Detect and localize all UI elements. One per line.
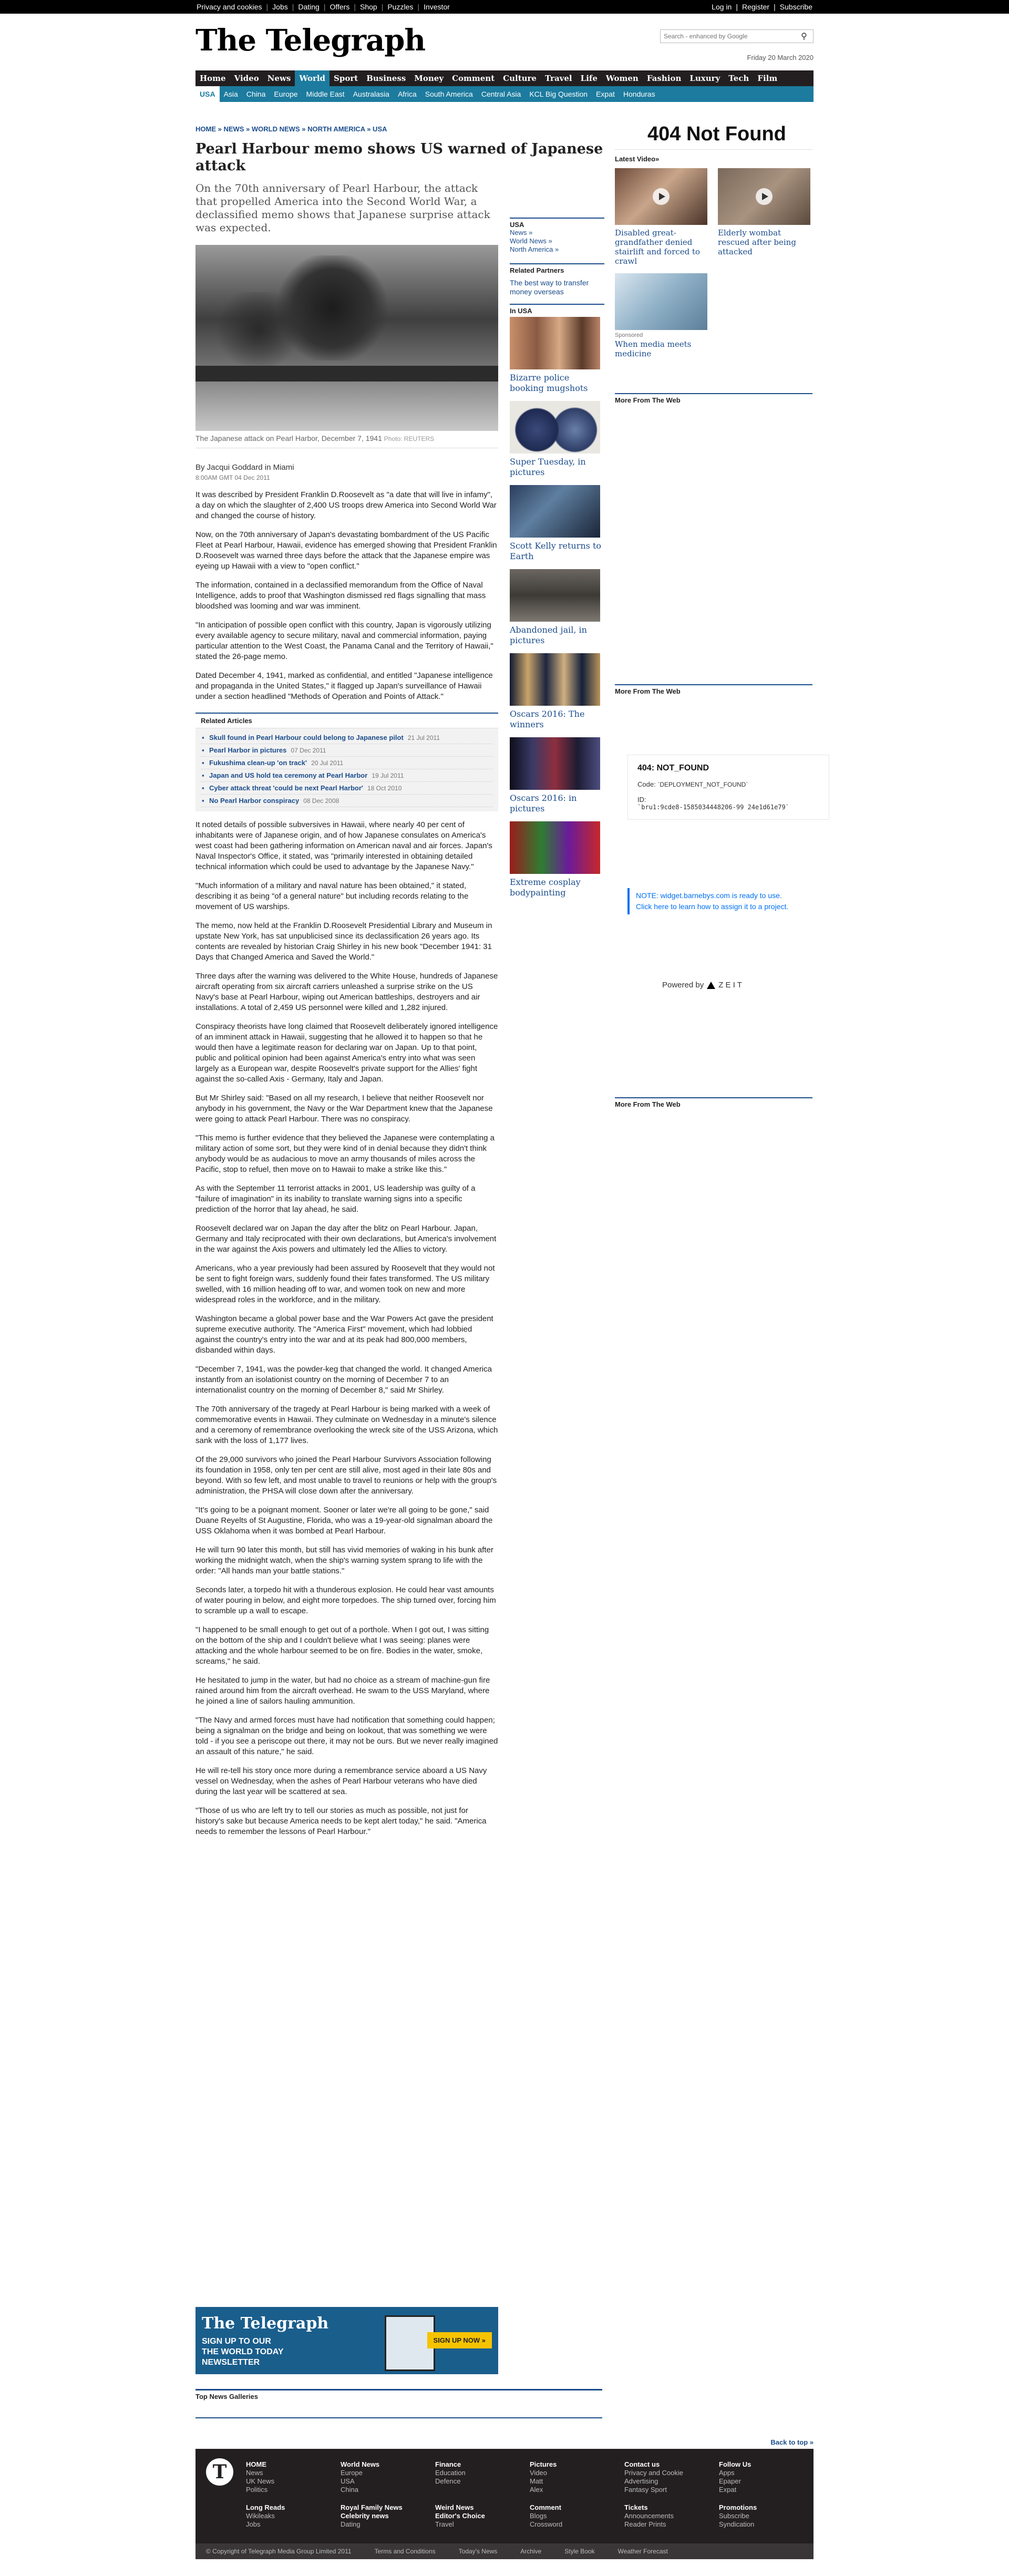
footer-heading[interactable]: Weird News <box>435 2503 474 2511</box>
footer-heading[interactable]: Long Reads <box>246 2503 285 2511</box>
footer-link[interactable]: Privacy and Cookie <box>624 2469 683 2477</box>
subnav-item-active[interactable]: USA <box>195 86 220 102</box>
related-date: 08 Dec 2008 <box>303 797 339 805</box>
caption-text: The Japanese attack on Pearl Harbor, December 7, 1941 <box>195 434 382 442</box>
newsletter-promo[interactable] <box>195 2307 498 2374</box>
gallery-thumb[interactable] <box>510 317 600 369</box>
paragraph: Americans, who a year previously had been assured by Roosevelt that they would not be sent to fight foreign wars, suddenly found their fates transformed. The US military swelled, with 16 million heading off to war, and women took on new and more widespread roles in the workforce, and in the military. <box>195 1264 495 1304</box>
error-id-label: ID: <box>637 796 646 803</box>
related-item <box>201 782 493 795</box>
sponsored-label: Sponsored <box>615 332 643 338</box>
related-date: 20 Jul 2011 <box>311 759 344 767</box>
footer-link[interactable]: Jobs <box>246 2520 261 2528</box>
section-link[interactable]: North America » <box>510 245 559 253</box>
utility-link[interactable]: Offers <box>330 3 350 11</box>
paragraph: Of the 29,000 survivors who joined the Pearl Harbour Survivors Association following its foundation in 1958, only ten per cent are still alive, most aged in their late 80s and beyond. With so few left, and most unable to travel to reunions or help with the group's administration, the PHSA will close down after the anniversary. <box>195 1455 497 1496</box>
footer-logo[interactable]: T <box>206 2458 233 2486</box>
footer-link[interactable]: Crossword <box>530 2520 563 2528</box>
footer-column <box>624 2460 683 2494</box>
nav-item[interactable]: News <box>267 74 291 83</box>
main-nav <box>195 70 814 86</box>
paragraph: "Those of us who are left try to tell our stories as much as possible, not just for history's sake but because America needs to be kept alert today," he said. "America needs to remember the lessons of Pearl Harbour." <box>195 1806 487 1836</box>
in-usa-title: In USA <box>510 304 604 315</box>
paragraph: The information, contained in a declassified memorandum from the Office of Naval Intelligence, adds to proof that Washington dismissed red flags signalling that mass bloodshed was looming and war was imminent. <box>195 581 486 611</box>
paragraph: "This memo is further evidence that they believed the Japanese were contemplating a military action of some sort, but they were kind of in denial because they didn't think anybody would be as audacious to move an army thousands of miles across the Pacific, stop to refuel, then move on to Hawaii to make a strike like this." <box>195 1134 495 1174</box>
footer-link[interactable]: Reader Prints <box>624 2520 666 2528</box>
gallery-thumb[interactable] <box>510 653 600 706</box>
footer-heading[interactable]: Contact us <box>624 2460 660 2468</box>
masthead <box>195 14 814 71</box>
related-item <box>201 731 493 744</box>
footer-column <box>435 2503 485 2529</box>
related-link[interactable]: Fukushima clean-up 'on track' <box>209 759 307 767</box>
footer-bottom-link[interactable]: Archive <box>520 2548 542 2555</box>
footer-heading[interactable]: Tickets <box>624 2503 648 2511</box>
middle-column <box>510 218 604 898</box>
footer-link[interactable]: Video <box>530 2469 548 2477</box>
footer-heading[interactable]: Promotions <box>719 2503 757 2511</box>
footer-link[interactable]: Celebrity news <box>341 2512 389 2520</box>
article-photo <box>195 245 498 431</box>
divider <box>195 2417 602 2418</box>
gallery-title[interactable]: Oscars 2016: The winners <box>510 709 585 729</box>
search-input[interactable] <box>661 30 796 42</box>
footer-heading[interactable]: Follow Us <box>719 2460 751 2468</box>
related-link[interactable]: Pearl Harbor in pictures <box>209 746 287 754</box>
subnav-item[interactable]: China <box>246 90 266 98</box>
paragraph: Three days after the warning was delivered to the White House, hundreds of Japanese aircraft operating from six aircraft carriers unleashed a surprise strike on the US Navy's base at Pearl Harbour, wiping out American battleships, destroyers and air installations. A total of 2,459 US personnel were killed and 1,282 injured. <box>195 972 498 1012</box>
nav-item[interactable]: Comment <box>452 74 495 83</box>
search-icon: ⚲ <box>801 32 807 41</box>
gallery-thumb[interactable] <box>510 485 600 538</box>
video-thumb[interactable] <box>615 168 707 225</box>
related-item <box>201 795 493 807</box>
paragraph: Conspiracy theorists have long claimed that Roosevelt deliberately ignored intelligence of an imminent attack in Hawaii, suggesting that he allowed it to happen so that he would then have a legitimate reason for declaring war on Japan. Up to that point, public and political opinion had been against America's entry into what was seen largely as a European war, despite Roosevelt's private support for the Allies' fight against the so-called Axis - Germany, Italy and Japan. <box>195 1022 498 1084</box>
top-news-galleries: Top News Galleries <box>195 2389 602 2400</box>
footer-link[interactable]: Subscribe <box>719 2512 749 2520</box>
play-icon <box>756 188 773 205</box>
paragraph: Now, on the 70th anniversary of Japan's devastating bombardment of the US Pacific Fleet at Pearl Harbour, Hawaii, evidence has emerged showing that President Franklin D.Roosevelt was warned three days before the attack that the Japanese empire was eyeing up Hawaii with a view to "open conflict." <box>195 530 497 571</box>
photo-caption <box>195 434 498 448</box>
footer-link[interactable]: Advertising <box>624 2477 658 2485</box>
footer-link[interactable]: News <box>246 2469 263 2477</box>
gallery-title[interactable]: Scott Kelly returns to Earth <box>510 541 602 561</box>
paragraph: "The Navy and armed forces must have had notification that something could happen; being a signalman on the bridge and being on lookout, that was something we were told - if you see a periscope out there, it may not be ours. But we never really imagined an assault of this nature," he said. <box>195 1716 498 1756</box>
gallery-thumb[interactable] <box>510 401 600 454</box>
video-thumb[interactable] <box>615 273 707 330</box>
paragraph: The 70th anniversary of the tragedy at Pearl Harbour is being marked with a week of commemorative events in Hawaii. They culminate on Wednesday in a minute's silence and a ceremony of remembrance overlooking the wreck site of the USS Arizona, which sank with the loss of 1,177 lives. <box>195 1405 498 1445</box>
article-body-b <box>195 820 498 1837</box>
gallery-title[interactable]: Oscars 2016: in pictures <box>510 793 577 813</box>
gallery-title[interactable]: Abandoned jail, in pictures <box>510 625 587 645</box>
signup-button[interactable]: SIGN UP NOW » <box>427 2332 492 2348</box>
breadcrumb[interactable]: HOME » NEWS » WORLD NEWS » NORTH AMERICA » USA <box>195 125 387 133</box>
partner-link[interactable]: The best way to transfer money overseas <box>510 279 589 296</box>
latest-video-title[interactable]: Latest Video» <box>615 155 660 163</box>
partners-title: Related Partners <box>510 263 604 274</box>
footer-column <box>719 2460 751 2494</box>
footer-column <box>530 2460 557 2494</box>
footer-link[interactable]: Politics <box>246 2486 268 2493</box>
powered-by[interactable] <box>662 981 742 990</box>
dateline: 8:00AM GMT 04 Dec 2011 <box>195 474 270 481</box>
video-caption[interactable]: Elderly wombat rescued after being attacked <box>718 228 796 256</box>
footer-column <box>341 2503 403 2529</box>
nav-item[interactable]: Video <box>234 74 259 83</box>
video-item[interactable] <box>615 168 709 266</box>
section-link[interactable]: World News » <box>510 237 552 245</box>
promo-line: THE WORLD TODAY <box>202 2347 284 2356</box>
paragraph: As with the September 11 terrorist attacks in 2001, US leadership was guilty of a "failure of imagination" in its inability to translate warning signs into a specific prediction of the horror that lay ahead, he said. <box>195 1184 476 1214</box>
footer-link[interactable]: Europe <box>341 2469 363 2477</box>
footer-link[interactable]: China <box>341 2486 358 2493</box>
nav-item[interactable]: Sport <box>334 74 358 83</box>
promo-logo: The Telegraph <box>202 2314 329 2333</box>
subnav-item[interactable]: South America <box>425 90 473 98</box>
error-box <box>627 755 829 820</box>
related-link[interactable]: Japan and US hold tea ceremony at Pearl Harbor <box>209 771 368 779</box>
footer-link[interactable]: Dating <box>341 2520 361 2528</box>
copyright: © Copyright of Telegraph Media Group Limited 2011 <box>206 2548 352 2555</box>
login-link[interactable]: Log in <box>712 3 732 11</box>
article-body-a <box>195 490 498 702</box>
paragraph: "I happened to be small enough to get out of a porthole. When I got out, I was sitting on the bottom of the ship and I couldn't believe what I was seeing: planes were attacking and the whole harbour seemed to be on fire. Bodies in the water, smoke, screams," he said. <box>195 1625 489 1666</box>
subnav-item[interactable]: Africa <box>397 90 417 98</box>
error-status: 404 <box>637 764 652 772</box>
paragraph: It was described by President Franklin D.Roosevelt as "a date that will live in infamy", a day on which the slaughter of 2,400 US troops drew America into Second World War and changed the course of history. <box>195 490 497 520</box>
article-headline: Pearl Harbour memo shows US warned of Japanese attack <box>195 141 603 174</box>
paragraph: He will re-tell his story once more during a remembrance service aboard a US Navy vessel on Wednesday, when the ashes of Pearl Harbour veterans who have died during the last year will be scattered at sea. <box>195 1766 487 1796</box>
footer-column <box>435 2460 466 2486</box>
current-date: Friday 20 March 2020 <box>747 54 814 61</box>
powered-brand: Z E I T <box>718 981 742 990</box>
footer-heading[interactable]: World News <box>341 2460 380 2468</box>
subnav-item[interactable]: KCL Big Question <box>529 90 588 98</box>
footer-link[interactable]: UK News <box>246 2477 275 2485</box>
paragraph: "Much information of a military and naval nature has been obtained," it stated, describing it as being "of a general nature" but including records relating to the movement of US warships. <box>195 881 469 911</box>
nav-item[interactable]: Life <box>580 74 598 83</box>
gallery-title[interactable]: Bizarre police booking mugshots <box>510 373 588 393</box>
video-caption[interactable]: Disabled great-grandfather denied stairlift and forced to crawl <box>615 228 701 266</box>
paragraph: It noted details of possible subversives in Hawaii, where nearly 40 per cent of inhabitants were of Japanese origin, and of how Japanese consulates on America's west coast had been gathering information on American naval and air forces. Japan's Naval Inspector's Office, it stated, was "primarily interested in obtaining detailed technical information which could be used to advantage by the Japanese Navy." <box>195 820 492 871</box>
promo-text <box>202 2336 284 2368</box>
footer-link[interactable]: Fantasy Sport <box>624 2486 667 2493</box>
footer-column <box>624 2503 674 2529</box>
more-from-web-title: More From The Web <box>615 684 812 695</box>
site-logo[interactable]: The Telegraph <box>195 23 426 58</box>
nav-item[interactable]: Money <box>414 74 444 83</box>
paragraph: He will turn 90 later this month, but still has vivid memories of waking in his bunk after working the midnight watch, when the ship's warning system sprang to life with the order: "All hands man your battle stations." <box>195 1545 493 1575</box>
search-box <box>660 29 814 43</box>
related-title: Related Articles <box>195 714 498 728</box>
footer-bottom-link[interactable]: Weather Forecast <box>617 2548 668 2555</box>
gallery-thumb[interactable] <box>510 737 600 790</box>
site-footer <box>195 2449 814 2559</box>
paragraph: "It's going to be a poignant moment. Sooner or later we're all going to be gone," said Duane Reyelts of St Augustine, Florida, who was a 19-year-old signalman aboard the USS Oklahoma when it was bombed at Pearl Harbour. <box>195 1506 493 1536</box>
footer-link[interactable]: Apps <box>719 2469 735 2477</box>
video-thumb[interactable] <box>718 168 810 225</box>
gallery-title[interactable]: Extreme cosplay bodypainting <box>510 877 581 898</box>
nav-item-active[interactable]: World <box>295 70 330 86</box>
nav-item[interactable]: Culture <box>503 74 537 83</box>
section-title: USA <box>510 218 604 229</box>
related-date: 19 Jul 2011 <box>372 772 404 779</box>
play-icon <box>653 188 670 205</box>
promo-line: NEWSLETTER <box>202 2358 260 2367</box>
nav-item[interactable]: Business <box>366 74 406 83</box>
utility-link[interactable]: Privacy and cookies <box>197 3 262 11</box>
video-item[interactable] <box>615 273 709 358</box>
more-from-web-title: More From The Web <box>615 393 812 404</box>
footer-link[interactable]: Wikileaks <box>246 2512 275 2520</box>
paragraph: But Mr Shirley said: "Based on all my research, I believe that neither Roosevelt nor anybody in his government, the Navy or the War Department knew that the Japanese were going to attack Pearl Harbour. There was no conspiracy. <box>195 1094 493 1124</box>
error-id-value: `bru1:9cde8-1585034448206-99 24e1d61e79` <box>637 803 789 811</box>
footer-link[interactable]: Education <box>435 2469 466 2477</box>
paragraph: The memo, now held at the Franklin D.Roosevelt Presidential Library and Museum in upstate New York, has sat unpublicised since its declassification 26 years ago. Its contents are revealed by historian Craig Shirley in his new book "December 1941: 31 Days that Changed America and Saved the World." <box>195 921 492 962</box>
footer-link[interactable]: Expat <box>719 2486 737 2493</box>
nav-item[interactable]: Tech <box>728 74 749 83</box>
back-to-top-link[interactable]: Back to top » <box>770 2438 814 2446</box>
error-label: NOT_FOUND <box>656 764 709 772</box>
subnav-item[interactable]: Honduras <box>623 90 655 98</box>
related-link[interactable]: Cyber attack threat 'could be next Pearl Harbor' <box>209 784 363 792</box>
related-date: 21 Jul 2011 <box>407 734 440 741</box>
related-date: 18 Oct 2010 <box>367 785 402 792</box>
more-from-web-title: More From The Web <box>615 1097 812 1108</box>
subscribe-link[interactable]: Subscribe <box>779 3 812 11</box>
related-link[interactable]: Skull found in Pearl Harbour could belong to Japanese pilot <box>209 734 404 741</box>
nav-item[interactable]: Women <box>605 74 639 83</box>
subnav-item[interactable]: Central Asia <box>481 90 521 98</box>
footer-link[interactable]: Blogs <box>530 2512 547 2520</box>
right-column <box>615 122 812 1108</box>
utility-link[interactable]: Investor <box>424 3 450 11</box>
related-articles <box>195 713 498 811</box>
subnav-item[interactable]: Europe <box>274 90 298 98</box>
error-heading: 404: NOT_FOUND <box>637 764 709 772</box>
footer-link[interactable]: Matt <box>530 2477 543 2485</box>
paragraph: Washington became a global power base and the War Powers Act gave the president supreme executive authority. The "America First" movement, which had lobbied against the country's entry into the war and at its peak had 800,000 members, disbanded within days. <box>195 1314 493 1355</box>
footer-column <box>341 2460 379 2494</box>
top-utility-bar <box>0 0 1009 14</box>
related-item <box>201 769 493 782</box>
subnav-item[interactable]: Middle East <box>306 90 345 98</box>
footer-link[interactable]: USA <box>341 2477 355 2485</box>
photo-credit: Photo: REUTERS <box>384 435 435 442</box>
gallery-title[interactable]: Super Tuesday, in pictures <box>510 457 586 477</box>
footer-link[interactable]: Epaper <box>719 2477 741 2485</box>
footer-heading[interactable]: Finance <box>435 2460 461 2468</box>
nav-item[interactable]: Luxury <box>689 74 720 83</box>
register-link[interactable]: Register <box>742 3 770 11</box>
related-item <box>201 757 493 769</box>
sub-nav <box>195 86 814 102</box>
deployment-note[interactable]: NOTE: widget.barnebys.com is ready to use. Click here to learn how to assign it to a project. <box>627 888 800 914</box>
video-grid <box>615 168 812 358</box>
related-item <box>201 744 493 757</box>
subnav-item[interactable]: Australasia <box>353 90 389 98</box>
article-standfirst: On the 70th anniversary of Pearl Harbour, the attack that propelled America into the Second World War, a declassified memo shows that Japanese surprise attack was expected. <box>195 182 490 234</box>
powered-label: Powered by <box>662 981 704 990</box>
paragraph: Seconds later, a torpedo hit with a thunderous explosion. He could hear vast amounts of water pouring in below, and eight more torpedoes. The ship turned over, forcing him to scramble up a wall to escape. <box>195 1585 496 1615</box>
video-caption[interactable]: When media meets medicine <box>615 339 692 358</box>
not-found-title: 404 Not Found <box>615 122 812 150</box>
nav-item[interactable]: Home <box>200 74 226 83</box>
gallery-thumb[interactable] <box>510 569 600 622</box>
utility-links: Privacy and cookies | Jobs | Dating | Offers | Shop | Puzzles | Investor <box>197 3 450 11</box>
footer-link[interactable]: Announcements <box>624 2512 674 2520</box>
footer-bottom-bar <box>195 2543 814 2559</box>
error-code-value: `DEPLOYMENT_NOT_FOUND` <box>657 781 748 788</box>
zeit-logo-icon <box>707 982 715 989</box>
promo-line: SIGN UP TO OUR <box>202 2337 271 2346</box>
account-links: Log in | Register | Subscribe <box>712 3 812 11</box>
search-button[interactable] <box>796 30 812 43</box>
footer-link[interactable]: Defence <box>435 2477 461 2485</box>
related-link[interactable]: No Pearl Harbor conspiracy <box>209 797 300 805</box>
footer-link[interactable]: Travel <box>435 2520 454 2528</box>
error-code-label: Code: <box>637 780 656 788</box>
footer-bottom-link[interactable]: Style Book <box>564 2548 595 2555</box>
related-date: 07 Dec 2011 <box>291 747 326 754</box>
subnav-item[interactable]: Asia <box>223 90 238 98</box>
paragraph: Dated December 4, 1941, marked as confidential, and entitled "Japanese intelligence and propaganda in the United States," it flagged up Japan's surveillance of Hawaii under a section headlined "Methods of Operation and Points of Attack." <box>195 671 493 701</box>
nav-item[interactable]: Travel <box>544 74 572 83</box>
video-item[interactable] <box>718 168 812 266</box>
footer-column <box>719 2503 757 2529</box>
footer-heading[interactable]: Comment <box>530 2503 561 2511</box>
section-link[interactable]: News » <box>510 229 533 236</box>
paragraph: "December 7, 1941, was the powder-keg that changed the world. It changed America instantly from an isolationist country on the morning of December 7 to an internationalist country on the morning of December 8," said Mr Shirley. <box>195 1365 492 1395</box>
footer-bottom-link[interactable]: Terms and Conditions <box>374 2548 436 2555</box>
footer-link[interactable]: Alex <box>530 2486 543 2493</box>
nav-item[interactable]: Fashion <box>646 74 682 83</box>
footer-column <box>246 2460 274 2494</box>
footer-bottom-link[interactable]: Today's News <box>458 2548 498 2555</box>
paragraph: "In anticipation of possible open conflict with this country, Japan is vigorously utilizing every available agency to secure military, naval and commercial information, paying particular attention to the West Coast, the Panama Canal and the Territory of Hawaii," stated the 26-page memo. <box>195 621 493 661</box>
footer-heading[interactable]: Royal Family News <box>341 2503 403 2511</box>
gallery-thumb[interactable] <box>510 821 600 874</box>
paragraph: He hesitated to jump in the water, but had no choice as a stream of machine-gun fire rained around him from the aircraft overhead. He swam to the USS Maryland, where he joined a line of sailors hauling ammunition. <box>195 1676 490 1706</box>
subnav-item[interactable]: Expat <box>596 90 615 98</box>
nav-item[interactable]: Film <box>757 74 778 83</box>
footer-column <box>530 2503 562 2529</box>
footer-link[interactable]: Syndication <box>719 2520 755 2528</box>
utility-link[interactable]: Shop <box>360 3 377 11</box>
paragraph: Roosevelt declared war on Japan the day after the blitz on Pearl Harbour. Japan, Germany and Italy reciprocated with their own declarations, but America's involvement in the war against the Axis powers and ultimately led the Allies to victory. <box>195 1224 497 1254</box>
footer-heading[interactable]: Pictures <box>530 2460 557 2468</box>
byline[interactable]: By Jacqui Goddard in Miami <box>195 463 294 472</box>
footer-heading[interactable]: HOME <box>246 2460 266 2468</box>
utility-link[interactable]: Puzzles <box>387 3 414 11</box>
error-code-row <box>637 780 819 788</box>
utility-link[interactable]: Jobs <box>272 3 288 11</box>
footer-column <box>246 2503 285 2529</box>
utility-link[interactable]: Dating <box>298 3 320 11</box>
footer-link[interactable]: Editor's Choice <box>435 2512 485 2520</box>
